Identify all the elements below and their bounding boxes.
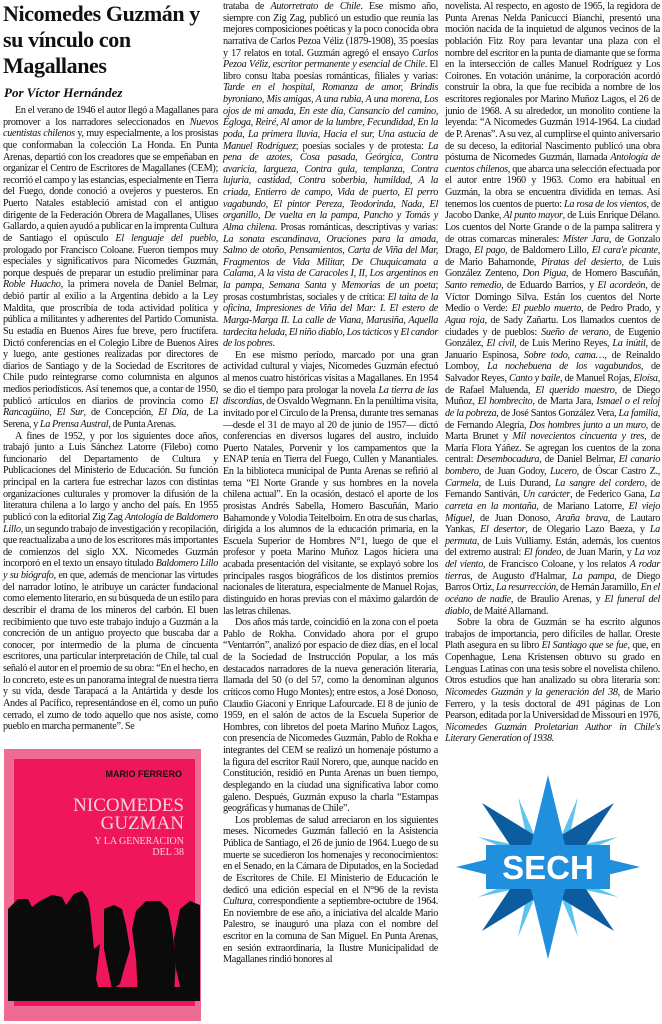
italic-title-text: La carreta en la montaña: [445, 489, 660, 512]
paragraph-text: , de Homero Bascuñán,: [565, 268, 660, 280]
italic-title-text: La pena de azotes, Cosa pasada, Geórgica, Contra avaricia, largueza, Contra gula, templanza, Contra lujuria, castidad, Contra soberbia, humildad, A la criada, Entierro de campo, Vida de puerto, El perro vagabundo, El pintor Pereza, Teodorinda, Nada, El organillo, De vuelta en la pampa, Pancho y Tomás y Alma chilena: [223, 140, 438, 233]
article-paragraph: [223, 815, 438, 966]
italic-title-text: El canario bombero: [445, 454, 660, 477]
paragraph-text: , de Reinaldo Lomboy,: [445, 349, 660, 373]
paragraph-text: , un segundo trabajo de investigación y recopilación, que reactualizaba a uno de los escritores más importantes de comienzos del siglo XX. Nicomedes Guzmán incorporó en el texto un ensayo titulado: [3, 523, 218, 570]
paragraph-text: . Ese mismo año, siempre con Zig Zag, publicó un estudio que reunía las mejores composiciones poéticas y la poco conocida obra narrativa de Carlos Pezoa Véliz (1879-1908), 35 poesías y 17 relatos en total. Guzmán agregó el ensayo: [223, 1, 438, 59]
italic-title-text: Mil novecientos cincuenta y tres: [512, 431, 645, 443]
italic-title-text: Carlos Pezoa Véliz, escritor permanente y esencial de Chile: [223, 47, 438, 71]
paragraph-text: , de Óscar Castro Z.,: [576, 466, 660, 477]
italic-title-text: Sueño de verano: [541, 326, 609, 338]
article-paragraph: [223, 1, 438, 350]
column-1-wrapper: [3, 1, 218, 1021]
italic-title-text: La tierra de las discordias: [223, 384, 438, 408]
italic-title-text: Antología de cuentos chilenos: [445, 152, 660, 175]
paragraph-text: , de Rafael Maluenda,: [445, 373, 660, 396]
paragraph-text: , de Mario Ferrero, y la tesis doctoral de 491 páginas de Lon Pearson, editada por la Universidad de Missouri en 1976,: [445, 686, 660, 722]
italic-title-text: Canto y baile: [508, 373, 560, 384]
italic-title-text: Agua roja: [445, 314, 485, 326]
paragraph-text: , de Fernando Alegría,: [445, 407, 661, 431]
paragraph-text: , de Olegario Lazo Baeza, y: [525, 524, 650, 536]
cover-subtitle-2: DEL 38: [152, 847, 184, 858]
cover-title-1: NICOMEDES: [73, 795, 184, 816]
paragraph-text: Los problemas de salud arreciaron en los siguientes meses. Nicomedes Guzmán falleció en la Asistencia Pública de Santiago, el 26 de junio de 1964. Luego de su muerte se sucedieron los homenajes y reconocimientos: en el Senado, en la Cámara de Diputados, en la Sociedad de Escritores de Chile. El Ministerio de Educación le dedicó una edición especial en el N°96 de la revista: [223, 814, 438, 896]
italic-title-text: Cultura: [223, 896, 253, 908]
paragraph-text: , de Baldomero Lillo,: [505, 245, 592, 257]
italic-title-text: Un carácter: [522, 489, 571, 501]
paragraph-text: y, muy especialmente, a los prosistas que conformaban la colección La Honda. En Punta Arenas, departió con los creadores que se empeñaban en organizar el Centro de Escritores de Magallanes (CEM); recorrió el campo y las estancias, especialmente en Tierra del Fuego, donde conoció a ovejeros y puesteros. En Puerto Natales estableció amistad con el antiguo dirigente de la Federación Obrera de Magallanes, Ulises Gallardo, a quien ayudó a publicar en la imprenta Cultura de Santiago el opúsculo: [3, 128, 218, 244]
article-column-1: [3, 105, 218, 733]
italic-title-text: El hombrecito: [477, 396, 533, 408]
italic-title-text: Memorias de un poeta: [341, 280, 436, 291]
paragraph-text: , de María Flora Yáñez. Se agregan los cuentos de la zona central:: [445, 431, 660, 466]
paragraph-text: y: [326, 280, 342, 291]
italic-title-text: Lucero: [549, 466, 577, 477]
paragraph-text: , de Juan Marín, y: [561, 547, 635, 559]
italic-title-text: El civil: [486, 338, 515, 350]
paragraph-text: , de Luis González Zenteno,: [445, 256, 660, 280]
italic-title-text: Al punto mayor: [503, 210, 563, 222]
paragraph-text: ; poesías sociales y de protesta:: [295, 140, 428, 152]
italic-title-text: Nicomedes Guzmán Proletarian Author in Chile's Literary Generation of 1938.: [445, 721, 660, 745]
paragraph-text: . Prosas románticas, descriptivas y varias:: [274, 221, 439, 233]
paragraph-text: , de Concepción,: [83, 407, 159, 419]
italic-title-text: El lenguaje del pueblo: [115, 232, 216, 244]
paragraph-text: ; prosas costumbristas, sociales y de crítica:: [223, 280, 438, 303]
italic-title-text: El candor de los pobres: [223, 326, 438, 350]
italic-title-text: El pago: [474, 245, 506, 257]
paragraph-text: , correspondiente a septiembre-octubre de 1964. En noviembre de ese año, a iniciativa del alcalde Mario Palestro, se inauguró una plaza con el nombre del escritor en la comuna de San Miguel. En Punta Arenas, en sesión extraordinaria, la Ilustre Municipalidad de Magallanes rindió honores al: [223, 896, 438, 966]
paragraph-text: trataba de: [223, 1, 271, 12]
paragraph-text: , la primera novela de Daniel Belmar, debió partir al exilio a la Argentina debido a la Ley Maldita, que proscribía de toda actividad política y pública a militantes y adherentes del Partido Comunista. Su estadía en Buenos Aires fue breve, pero fructífera. Dictó conferencias en el Colegio Libre de Buenos Aires y luego, ante gestiones realizadas por directores de diarios de Santiago y de la Sociedad de Escritores de Chile pudo reintegrarse como columnista en algunos medios periodísticos. Así tenemos que, a contar de 1950, publicó artículos en diarios de provincia como: [3, 279, 218, 407]
italic-title-text: El Sur: [56, 407, 84, 419]
paragraph-text: , de Jacobo Danke,: [445, 198, 660, 222]
paragraph-text: , de Hernán Jaramillo,: [555, 582, 641, 594]
italic-title-text: El acordeón: [597, 280, 646, 291]
italic-title-text: En el océano de nadie: [445, 582, 660, 605]
italic-title-text: El Día: [158, 407, 187, 419]
italic-title-text: Baldomero Lillo y su biógrafo: [3, 558, 218, 581]
paragraph-text: En ese mismo período, marcado por una gran actividad cultural y viajes, Nicomedes Guzmán efectuó al menos cuatro históricas visitas a Magallanes. En 1954 se dio el tiempo para prologar la novela: [223, 349, 438, 396]
paragraph-text: , de Luis Merino Reyes,: [514, 338, 613, 350]
italic-title-text: La voz del viento: [445, 547, 660, 570]
italic-title-text: Nuevos cuentistas chilenos: [3, 116, 218, 140]
paragraph-text: , prologado por Francisco Coloane. Fueron tiempos muy especiales y significativos para Nicomedes Guzmán, porque después de preparar un estudio preliminar para: [3, 232, 218, 279]
italic-title-text: El querido maestro: [535, 384, 615, 396]
paragraph-text: , de José Santos González Vera,: [496, 407, 619, 419]
italic-title-text: La resurrección: [495, 582, 556, 594]
paragraph-text: , de Fernando Santiván,: [445, 477, 660, 501]
logo-text: SECH: [502, 849, 594, 886]
paragraph-text: , de Daniel Belmar,: [539, 454, 619, 466]
italic-title-text: La rosa de los vientos: [563, 198, 647, 210]
paragraph-text: , en que, además de mencionar las virtudes del narrador lotino, le atribuye un carácter fundacional como elemento literario, en su búsqueda de un estilo para describir el drama de los mineros del carbón. El buen recibimiento que tuvo este trabajo indujo a Guzmán a la concreción de un antiguo proyecto que buscaba dar a conocer, por intermedio de la pluma de cincuenta escritores, una particular interpretación de Chile, tal cual señaló el autor en el proemio de su obra: “En el hecho, en lo concreto, este es un panorama integral de nuestra tierra y su vida, desde Tarapacá a la Antártida y desde los Andes al Pacífico, representándose en él, como un puño cerrado, el zumo de todo aquello que nos asiste, como pueblo en marcha permanente”. Se: [3, 570, 218, 733]
column-3-wrapper: [445, 1, 660, 1021]
paragraph-text: , de Federico Gana,: [570, 489, 650, 501]
italic-title-text: Míster Jara: [562, 233, 609, 245]
paragraph-text: . El libro consu ltaba poesías románticas, filiales y varias:: [223, 59, 438, 82]
italic-title-text: El Rancagüino: [3, 395, 218, 419]
article-paragraph: [223, 617, 438, 815]
italic-title-text: A rodar tierras: [445, 559, 661, 582]
byline: Por Víctor Hernández: [4, 85, 123, 100]
paragraph-text: , de Sady Zañartu. Los llamados cuentos de ciudades y de pueblos:: [445, 314, 661, 338]
paragraph-text: , de Luis Vulliamy. Están, además, los cuentos del extremo austral:: [445, 535, 660, 559]
paragraph-text: En el verano de 1946 el autor llegó a Magallanes para promover a los narradores seleccionados en: [3, 105, 218, 128]
paragraph-text: , de Luis Durand,: [478, 477, 555, 489]
italic-title-text: La permuta: [445, 524, 660, 547]
cover-author: MARIO FERRERO: [105, 769, 182, 779]
paragraph-text: , de Lautaro Yankas,: [445, 512, 661, 536]
paragraph-text: , de Braulio Arenas, y: [510, 593, 605, 605]
column-2-wrapper: [223, 1, 438, 1021]
paragraph-text: Dos años más tarde, coincidió en la zona con el poeta Pablo de Rokha. Convidado ahora por el grupo “Ventarrón”, analizó por espacio de diez días, en el local de la Sociedad de Instrucción Popular, a los más destacados narradores de la nueva generación literaria, llamada del 50 (o del 57, como la denominan algunos críticos como Hugo Montes); entre estos, a José Donoso, Claudio Giaconi y Enrique Lafourcade. El 8 de junio de 1959, en el salón de actos de la Escuela Superior de Hombres, con libretos del poeta Marino Muñoz Lagos, con presencia de Nicomedes Guzmán, Pablo de Rokha e integrantes del CEM se realizó un homenaje póstumo a la figura del escritor Raúl Norero, que, aunque nacido en Constitución, residió en Punta Arenas un buen tiempo, desplegando en la ciudad una significativa labor como galeno. Después, Guzmán expuso la charla “Estampas geográficas y humanas de Chile”.: [223, 617, 438, 815]
italic-title-text: Sobre todo, cama…: [523, 349, 605, 361]
italic-title-text: Don Pigua: [522, 268, 566, 280]
paragraph-text: , de Francisco Coloane, y los relatos: [483, 559, 630, 570]
italic-title-text: Ismael o el reloj de la pobreza: [445, 396, 661, 419]
paragraph-text: novelista. Al respecto, en agosto de 1965, la regidora de Punta Arenas Nelda Panicucci Bianchi, presentó una moción nacida de la inquietud de algunos vecinos de la población Fitz Roy para levantar una plaza con el nombre del escritor en la punta de diamante que se forma en la intersección de calles Manuel Rodríguez y Los Coirones. En votación unánime, la corporación acordó construir la obra, la que fue recibida a nombre de los escritores regionales por Marino Muñoz Lagos, el 26 de junio de 1968. A su alrededor, un monolito contiene la leyenda: “A Nicomedes Guzmán 1914-1964. La ciudad de P. Arenas”. A su vez, al cumplirse el quinto aniversario de su deceso, la editorial Nascimento publicó una obra póstuma de Nicomedes Guzmán, llamada: [445, 1, 660, 164]
paragraph-text: , de Augusto d'Halmar,: [470, 570, 573, 582]
italic-title-text: Roble Huacho: [3, 279, 61, 291]
paragraph-text: , de Eugenio González,: [445, 326, 660, 350]
italic-title-text: El taita de la oficina, Impresiones de Viña del Mar: I. El estero de Marga-Marga II. La calle de Viana, Marusiña, Aquella tardecita helada, El niño diablo, Los tácticos: [223, 291, 438, 338]
paragraph-text: Sobre la obra de Guzmán se ha escrito algunos trabajos de importancia, pero difíciles de hallar. Oreste Plath asegura en su libro: [445, 617, 660, 652]
paragraph-text: , de Mariano Latorre,: [536, 500, 629, 512]
article-paragraph: [223, 350, 438, 617]
paragraph-text: , de Luis Enrique Délano. Los cuentos del Norte Grande o de la pampa salitrera y de otras comarcas minerales:: [445, 210, 660, 245]
paragraph-text: , de Eduardo Barrios, y: [501, 280, 598, 291]
italic-title-text: Antología de Baldomero Lillo: [3, 511, 218, 535]
book-cover-image: [4, 749, 201, 1021]
article-paragraph: [3, 431, 218, 733]
article-column-3: [445, 1, 660, 745]
italic-title-text: La Prensa Austral: [39, 418, 109, 430]
paragraph-text: , de Diego Barros Ortiz,: [445, 570, 660, 594]
italic-title-text: Araña brava: [555, 512, 608, 524]
article-paragraph: [3, 105, 218, 431]
paragraph-text: , de Osvaldo Wegmann. En la penúltima visita, invitado por el Círculo de la Prensa, durante tres semanas —desde el 31 de mayo al 20 de junio de 1957— dictó conferencias en diversos lugares del austro, incluido Puerto Natales, Porvenir y los campamentos que la ENAP tenía en Tierra del Fuego, Cullen y Manantiales. En la biblioteca municipal de Punta Arenas se refirió al tema “El Norte Grande y sus hombres en la novela chilena actual”. En la ocasión, destacó el aporte de los prosistas Andrés Sabella, Homero Bascuñán, Mario Bahamonde y Volodia Teitelboim. En otra de sus charlas, dirigida a los alumnos de la educación primaria, en la Escuela Superior de Hombres N°1, luego de que el profesor y poeta Marino Muñoz Lagos hiciera una acabada presentación del visitante, se explayó sobre los principales rasgos biográficos de los distintos premios nacionales de literatura, especialmente de Manuel Rojas, distinguido en horas previas con el máximo galardón de las letras chilenas.: [223, 396, 438, 617]
italic-title-text: La inútil: [612, 338, 646, 350]
italic-title-text: La sangre del cordero: [554, 477, 645, 489]
paragraph-text: , de Maité Allamand.: [469, 605, 549, 617]
article-paragraph: [445, 1, 660, 617]
article-column-2: [223, 1, 438, 966]
paragraph-text: , que abarca una selección efectuada por el autor entre 1960 y 1963. Como era habitual en Guzmán, la obra se encuentra dividida en temas. Así tenemos los cuentos de puerto:: [445, 163, 660, 210]
italic-title-text: El Santiago que se fue: [541, 640, 628, 652]
paragraph-text: , de Pedro Prado, y: [581, 303, 660, 315]
italic-title-text: El cara'e picante: [591, 245, 658, 257]
italic-title-text: La familia: [618, 407, 658, 419]
paragraph-text: , de Juan Godoy,: [478, 466, 550, 477]
paragraph-text: , de Mario Bahamonde,: [445, 245, 661, 268]
sech-logo: [450, 771, 646, 963]
paragraph-text: .: [272, 338, 275, 350]
paragraph-text: y: [391, 326, 401, 338]
paragraph-text: , de Salvador Reyes,: [445, 361, 660, 384]
italic-title-text: El fondeo: [523, 547, 562, 559]
italic-title-text: La nochebuena de los vagabundos: [487, 361, 641, 373]
italic-title-text: Santo remedio: [445, 280, 502, 291]
italic-title-text: Piratas del desierto: [541, 256, 622, 268]
italic-title-text: Nicomedes Guzmán y la generación del 38: [445, 686, 618, 698]
paragraph-text: , de Manuel Rojas,: [559, 373, 634, 384]
italic-title-text: El pueblo muerto: [511, 303, 582, 315]
paragraph-text: , de Víctor Domingo Silva. Están los cuentos del Norte Medio o Verde:: [445, 280, 660, 315]
italic-title-text: El viejo Miguel: [445, 500, 660, 524]
italic-title-text: La pampa: [572, 570, 615, 582]
paragraph-text: , de Juan Donoso,: [472, 512, 556, 524]
cover-subtitle-1: Y LA GENERACION: [94, 836, 184, 847]
paragraph-text: , de Diego Muñoz,: [445, 384, 660, 408]
italic-title-text: La sonata escandinava, Oraciones para la amada, Salmo de otoño, Pensamientos, Carta de Viña del Mar, Fragmentos de Vida Militar, De Chuquicamata a Calama, A la vista de Caracoles I, II, Los argentinos en la pampa, Semana Santa: [223, 233, 438, 291]
italic-title-text: Carmela: [445, 477, 479, 489]
article-title: Nicomedes Guzmán y su vínculo con Magallanes: [3, 1, 200, 78]
paragraph-text: , de Marta Brunet y: [445, 419, 660, 443]
italic-title-text: Autorretrato de Chile: [270, 1, 361, 12]
paragraph-text: , que, en Copenhague, Lena Kristensen obtuvo su grado en Lenguas Latinas con una tesis sobre el novelista chileno. Otros estudios que han analizado su obra literaria son:: [445, 640, 660, 687]
italic-title-text: Eloísa: [633, 373, 658, 384]
paragraph-text: , de La Serena, y: [3, 407, 218, 430]
italic-title-text: Tarde en el hospital, Romanza de amor, Brindis byroniano, Mis amigas, A una rubia, A una morena, Los ojos de mi amada, En este día, Cansancio del camino, Égloga, Reiré, Al amor de la lumbre, Fecundidad, En la poda, La primera lluvia, Hacia el sur, Una astucia de Manuel Rodríguez: [223, 82, 438, 152]
italic-title-text: Desembocadura: [476, 454, 540, 466]
paragraph-text: , de Gonzalo Drago,: [445, 233, 660, 257]
paragraph-text: ,: [49, 407, 57, 419]
italic-title-text: El desertor: [480, 524, 526, 536]
paragraph-text: , de Januario Espinosa,: [445, 338, 660, 361]
paragraph-text: A fines de 1952, y por los siguientes doce años, trabajó junto a Luis Sánchez Latorre (Filebo) como funcionario del Departamento de Cultura y Publicaciones del Ministerio de Educación. Su función principal en la cartera fue estrechar lazos con distintas organizaciones culturales y promover la difusión de la literatura chilena a lo largo y ancho del país. En 1955 publicó con la editorial Zig Zag: [3, 430, 218, 523]
article-paragraph: [445, 617, 660, 745]
paragraph-text: , de Punta Arenas.: [108, 418, 176, 430]
italic-title-text: El funeral del diablo: [445, 593, 660, 617]
paragraph-text: , de Marta Jara,: [532, 396, 597, 408]
italic-title-text: Dos hombres junto a un muro: [529, 419, 646, 431]
cover-title-2: GUZMAN: [100, 813, 184, 834]
